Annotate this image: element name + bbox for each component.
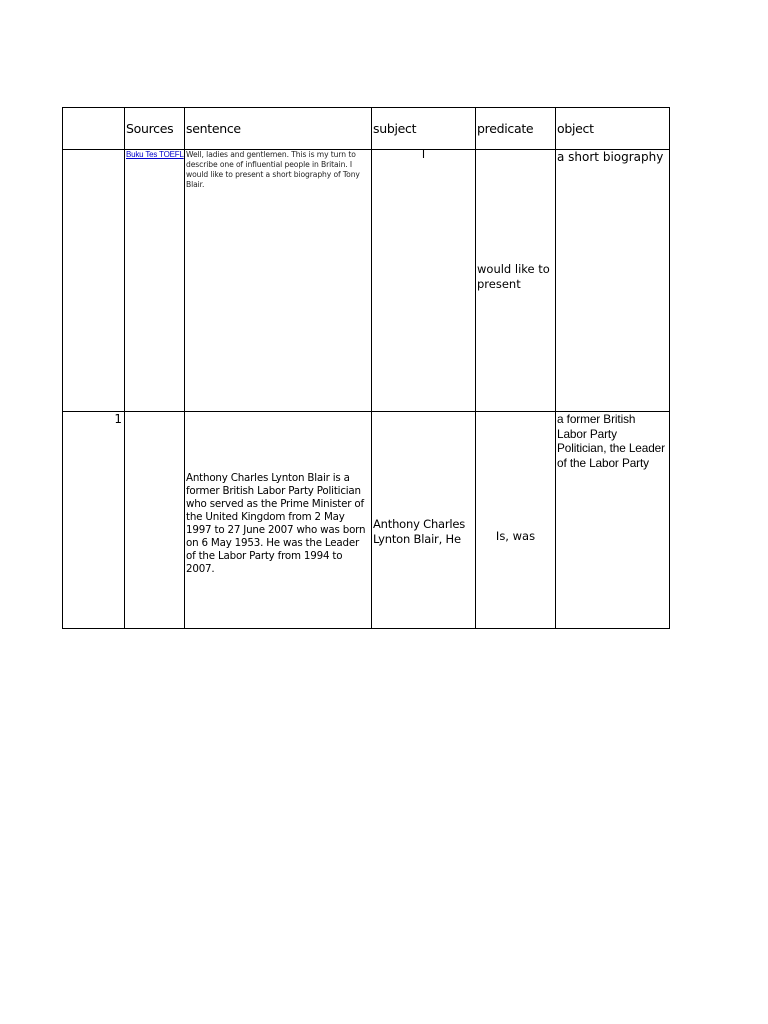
subject-cell xyxy=(372,412,476,629)
header-predicate: predicate xyxy=(476,108,556,150)
row-number-cell xyxy=(63,150,125,412)
subject-cell xyxy=(372,150,476,412)
object-text: a former British Labor Party Politician, the Leader of the Labor Party xyxy=(557,412,665,470)
sources-cell xyxy=(125,412,185,629)
predicate-cell xyxy=(476,150,556,412)
header-index xyxy=(63,108,125,150)
sentence-cell xyxy=(185,150,372,412)
header-subject: subject xyxy=(372,108,476,150)
sentence-text: Anthony Charles Lynton Blair is a former British Labor Party Politician who served as the Prime Minister of the United Kingdom from 2 May 1997 to 27 June 2007 who was born on 6 May 1953. He was the Leader of the Labor Party from 1994 to 2007. xyxy=(186,472,366,575)
sentence-cell xyxy=(185,412,372,629)
subject-text: Anthony Charles Lynton Blair, He xyxy=(373,517,466,546)
header-sentence: sentence xyxy=(185,108,372,150)
object-text: a short biography xyxy=(557,150,664,164)
subject-text: I xyxy=(421,149,426,161)
header-row xyxy=(63,108,670,150)
sources-cell xyxy=(125,150,185,412)
predicate-text: Is, was xyxy=(495,528,536,543)
row-number-cell xyxy=(63,412,125,629)
source-link[interactable]: Buku Tes TOEFL xyxy=(126,150,184,159)
sentence-text: Well, ladies and gentlemen. This is my turn to describe one of influential people in Britain. I would like to present a short biography of Tony Blair. xyxy=(186,150,360,189)
header-sources: Sources xyxy=(125,108,185,150)
row-number: 1 xyxy=(114,412,122,426)
table-row xyxy=(63,150,670,412)
header-object: object xyxy=(556,108,670,150)
predicate-cell xyxy=(476,412,556,629)
object-cell xyxy=(556,412,670,629)
table-row xyxy=(63,412,670,629)
spreadsheet-table xyxy=(62,107,670,629)
predicate-text: would like to present xyxy=(477,262,550,291)
object-cell xyxy=(556,150,670,412)
